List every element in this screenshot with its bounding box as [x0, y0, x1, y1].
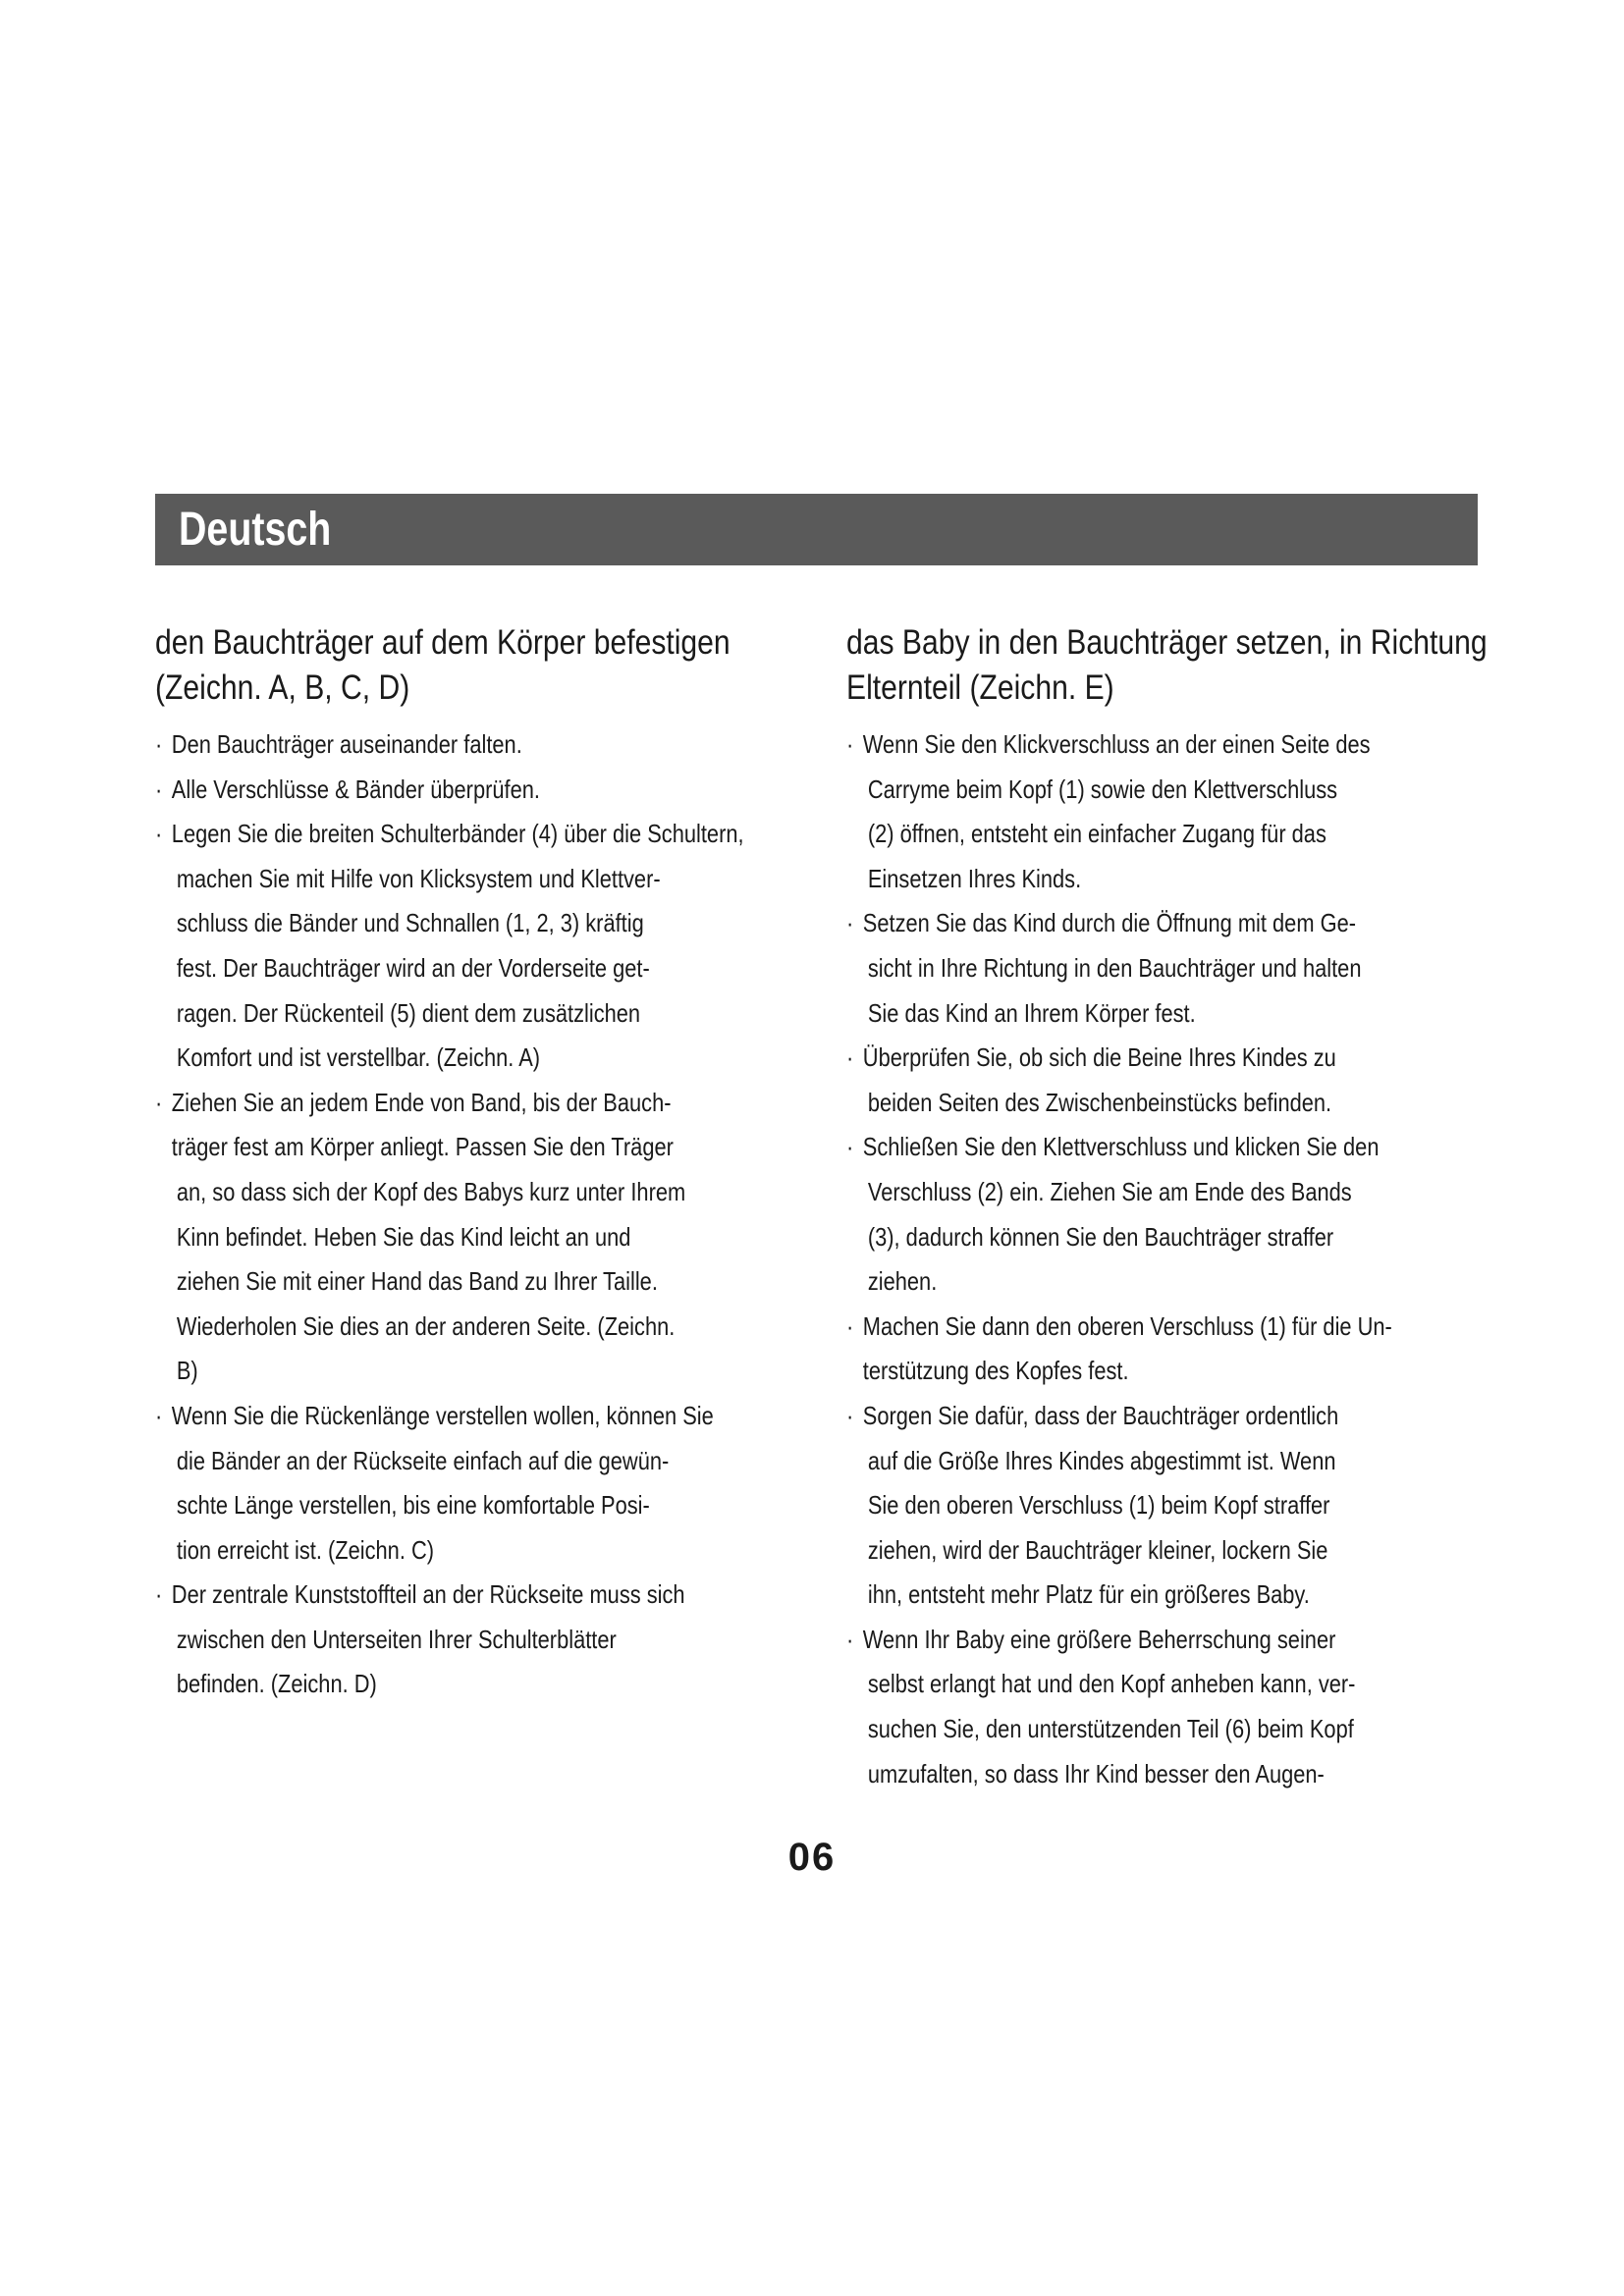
- instruction-item: [846, 722, 1511, 901]
- instruction-line: · Wenn Ihr Baby eine größere Beherrschung seiner: [862, 1624, 1336, 1654]
- instruction-item: [846, 1394, 1511, 1618]
- instruction-line: · Der zentrale Kunststoffteil an der Rückseite muss sich: [171, 1579, 685, 1610]
- instruction-line: · Den Bauchträger auseinander falten.: [171, 729, 522, 759]
- instruction-line: · Überprüfen Sie, ob sich die Beine Ihres Kindes zu: [862, 1042, 1336, 1073]
- instruction-line: · Legen Sie die breiten Schulterbänder (4) über die Schultern,: [171, 819, 744, 849]
- instruction-line: · Schließen Sie den Klettverschluss und klicken Sie den: [862, 1132, 1380, 1162]
- instruction-line: beiden Seiten des Zwischenbeinstücks befinden.: [867, 1087, 1332, 1117]
- instruction-line: fest. Der Bauchträger wird an der Vorderseite get-: [176, 952, 650, 983]
- left-section-heading: [155, 620, 801, 711]
- heading-line: das Baby in den Bauchträger setzen, in Richtung: [846, 623, 1488, 662]
- instruction-line: · Sorgen Sie dafür, dass der Bauchträger ordentlich: [862, 1400, 1339, 1430]
- instruction-line: · Ziehen Sie an jedem Ende von Band, bis der Bauch-: [171, 1087, 672, 1117]
- instruction-line: Sie das Kind an Ihrem Körper fest.: [867, 997, 1196, 1028]
- instruction-line: Einsetzen Ihres Kinds.: [867, 863, 1082, 893]
- instruction-line: · Wenn Sie die Rückenlänge verstellen wollen, können Sie: [171, 1400, 714, 1430]
- instruction-item: [846, 1125, 1511, 1304]
- instruction-line: schte Länge verstellen, bis eine komfortable Posi-: [176, 1490, 650, 1521]
- instruction-line: an, so dass sich der Kopf des Babys kurz unter Ihrem: [176, 1176, 686, 1206]
- language-header-bar: [155, 494, 1478, 565]
- instruction-line: Kinn befindet. Heben Sie das Kind leicht an und: [176, 1221, 631, 1252]
- instruction-line: Verschluss (2) ein. Ziehen Sie am Ende des Bands: [867, 1176, 1352, 1206]
- left-column: [155, 620, 803, 1707]
- right-section-heading: [846, 620, 1492, 711]
- right-instruction-list: [846, 722, 1494, 1796]
- instruction-item: [846, 1618, 1511, 1796]
- instruction-item: [846, 901, 1511, 1036]
- instruction-line: · Setzen Sie das Kind durch die Öffnung mit dem Ge-: [862, 908, 1357, 938]
- instruction-line: (3), dadurch können Sie den Bauchträger straffer: [867, 1221, 1334, 1252]
- instruction-line: schluss die Bänder und Schnallen (1, 2, 3) kräftig: [176, 908, 644, 938]
- heading-line: (Zeichn. A, B, C, D): [155, 668, 410, 707]
- instruction-line: zwischen den Unterseiten Ihrer Schulterblätter: [176, 1624, 617, 1654]
- instruction-line: sicht in Ihre Richtung in den Bauchträger und halten: [867, 952, 1362, 983]
- instruction-line: Wiederholen Sie dies an der anderen Seite. (Zeichn.: [176, 1310, 676, 1341]
- instruction-item: [155, 1081, 820, 1394]
- instruction-line: Sie den oberen Verschluss (1) beim Kopf straffer: [867, 1490, 1330, 1521]
- page-number: 06: [787, 1836, 837, 1879]
- instruction-item: [846, 1036, 1511, 1125]
- heading-line: den Bauchträger auf dem Körper befestigen: [155, 623, 731, 662]
- language-title: Deutsch: [179, 504, 332, 556]
- instruction-line: träger fest am Körper anliegt. Passen Sie den Träger: [171, 1132, 674, 1162]
- instruction-line: befinden. (Zeichn. D): [176, 1669, 377, 1699]
- instruction-line: ragen. Der Rückenteil (5) dient dem zusätzlichen: [176, 997, 641, 1028]
- instruction-item: [155, 722, 820, 768]
- instruction-line: auf die Größe Ihres Kindes abgestimmt ist. Wenn: [867, 1445, 1336, 1475]
- instruction-line: die Bänder an der Rückseite einfach auf die gewün-: [176, 1445, 670, 1475]
- instruction-item: [155, 1573, 820, 1707]
- heading-line: Elternteil (Zeichn. E): [846, 668, 1114, 707]
- instruction-line: umzufalten, so dass Ihr Kind besser den Augen-: [867, 1758, 1325, 1789]
- instruction-line: machen Sie mit Hilfe von Klicksystem und Klettver-: [176, 863, 661, 893]
- instruction-line: · Alle Verschlüsse & Bänder überprüfen.: [171, 774, 540, 804]
- instruction-line: Carryme beim Kopf (1) sowie den Klettverschluss: [867, 774, 1338, 804]
- instruction-line: (2) öffnen, entsteht ein einfacher Zugang für das: [867, 819, 1326, 849]
- instruction-item: [155, 1394, 820, 1573]
- instruction-line: ihn, entsteht mehr Platz für ein größeres Baby.: [867, 1579, 1310, 1610]
- instruction-line: · Wenn Sie den Klickverschluss an der einen Seite des: [862, 729, 1371, 759]
- instruction-line: tion erreicht ist. (Zeichn. C): [176, 1534, 434, 1565]
- instruction-line: suchen Sie, den unterstützenden Teil (6) beim Kopf: [867, 1714, 1354, 1744]
- instruction-line: ziehen.: [867, 1266, 938, 1297]
- instruction-line: Komfort und ist verstellbar. (Zeichn. A): [176, 1042, 541, 1073]
- instruction-item: [155, 812, 820, 1081]
- instruction-line: ziehen Sie mit einer Hand das Band zu Ihrer Taille.: [176, 1266, 658, 1297]
- left-instruction-list: [155, 722, 803, 1707]
- instruction-line: ziehen, wird der Bauchträger kleiner, lockern Sie: [867, 1534, 1328, 1565]
- instruction-line: terstützung des Kopfes fest.: [862, 1356, 1129, 1386]
- instruction-item: [846, 1305, 1511, 1394]
- instruction-line: selbst erlangt hat und den Kopf anheben kann, ver-: [867, 1669, 1356, 1699]
- instruction-item: [155, 768, 820, 813]
- instruction-line: · Machen Sie dann den oberen Verschluss (1) für die Un-: [862, 1310, 1392, 1341]
- instruction-line: B): [176, 1356, 198, 1386]
- right-column: [846, 620, 1494, 1796]
